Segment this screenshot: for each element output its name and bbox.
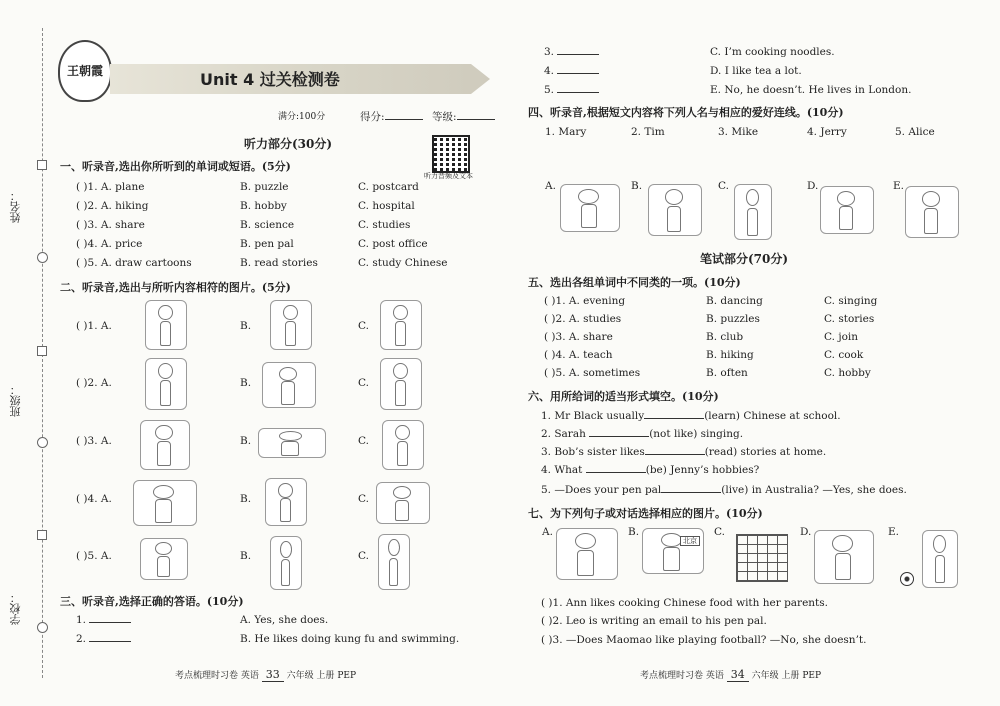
score-text: 得分: (360, 111, 385, 123)
q4-picture (734, 184, 772, 240)
q3-item (544, 65, 599, 78)
q4-pic-label: A. (545, 180, 556, 192)
q4-picture (905, 186, 959, 238)
q4-name: 4. Jerry (807, 126, 847, 138)
brand-logo (58, 40, 112, 102)
q2-opt-b: B. (240, 493, 252, 505)
q6-text: 5. —Does your pen pal (541, 484, 662, 496)
grade-blank[interactable] (457, 119, 495, 120)
beijing-sign: 北京 (680, 536, 700, 546)
q5-opt-c: C. singing (824, 295, 878, 307)
q1-opt-b: B. read stories (240, 257, 318, 269)
answer-blank[interactable] (644, 418, 704, 419)
q3-choice: C. I’m cooking noodles. (710, 46, 835, 58)
q2-opt-a: ( )3. A. (76, 435, 112, 447)
q1-opt-a: ( )5. A. draw cartoons (76, 257, 192, 269)
q2-opt-c: C. (358, 377, 369, 389)
full-marks: 满分:100分 (278, 112, 326, 122)
q6-text: (be) Jenny’s hobbies? (645, 464, 760, 476)
qr-code[interactable] (432, 135, 470, 173)
q5-opt-c: C. stories (824, 313, 875, 325)
q3-item (544, 84, 599, 97)
answer-blank[interactable] (586, 472, 646, 473)
school-label: 学校： (9, 592, 22, 625)
binding-hole (37, 622, 48, 633)
grade-label (432, 111, 495, 124)
q2-picture (270, 300, 312, 350)
binding-mark (37, 346, 47, 356)
q2-picture (262, 362, 316, 408)
q2-picture (145, 358, 187, 410)
q4-pic-label: C. (718, 180, 729, 192)
q6-text: 4. What (541, 464, 583, 476)
footer-book: 考点梳理时习卷 英语 (640, 671, 724, 681)
answer-blank[interactable] (661, 492, 721, 493)
answer-blank[interactable] (89, 641, 131, 642)
q6-text: (read) stories at home. (704, 446, 827, 458)
q7-pic-label: E. (888, 526, 900, 538)
footer-grade: 六年级 上册 PEP (286, 671, 357, 681)
q1-opt-b: B. pen pal (240, 238, 294, 250)
q1-opt-a: ( )1. A. plane (76, 181, 145, 193)
q2-opt-c: C. (358, 435, 369, 447)
q2-opt-a: ( )5. A. (76, 550, 112, 562)
q1-title: 一、听录音,选出你所听到的单词或短语。(5分) (60, 160, 291, 173)
q6-title: 六、用所给词的适当形式填空。(10分) (528, 390, 719, 403)
footer-right (640, 668, 821, 682)
writing-title: 笔试部分(70分) (700, 252, 789, 266)
q3-choice: B. He likes doing kung fu and swimming. (240, 633, 460, 645)
q5-opt-a: ( )5. A. sometimes (544, 367, 641, 379)
q6-row (541, 428, 743, 441)
class-label: 班级： (9, 384, 22, 417)
q5-opt-a: ( )2. A. studies (544, 313, 622, 325)
q6-text: 3. Bob’s sister likes (541, 446, 645, 458)
q2-opt-b: B. (240, 435, 252, 447)
answer-blank[interactable] (589, 436, 649, 437)
q2-opt-a: ( )2. A. (76, 377, 112, 389)
page-title: Unit 4 过关检测卷 (200, 70, 340, 89)
q1-opt-b: B. science (240, 219, 295, 231)
grade-text: 等级: (432, 111, 457, 123)
q7-sentence: ( )3. —Does Maomao like playing football? —No, she doesn’t. (541, 634, 867, 646)
page-number: 34 (727, 668, 749, 682)
q4-title: 四、听录音,根据短文内容将下列人名与相应的爱好连线。(10分) (528, 106, 844, 119)
q7-pic-label: D. (800, 526, 812, 538)
q5-opt-b: B. club (706, 331, 744, 343)
q7-title: 七、为下列句子或对话选择相应的图片。(10分) (528, 507, 763, 520)
q2-picture (265, 478, 307, 526)
q5-title: 五、选出各组单词中不同类的一项。(10分) (528, 276, 741, 289)
q5-opt-b: B. puzzles (706, 313, 760, 325)
q6-text: 1. Mr Black usually (541, 410, 645, 422)
q1-opt-b: B. hobby (240, 200, 287, 212)
q3-item (76, 614, 131, 627)
answer-blank[interactable] (645, 454, 705, 455)
q2-opt-a: ( )4. A. (76, 493, 112, 505)
footer-grade: 六年级 上册 PEP (751, 671, 822, 681)
q4-name: 2. Tim (631, 126, 665, 138)
q2-picture (140, 420, 190, 470)
q3-item (76, 633, 131, 646)
q1-opt-a: ( )3. A. share (76, 219, 145, 231)
q2-opt-c: C. (358, 550, 369, 562)
q4-picture (820, 186, 874, 234)
q2-opt-c: C. (358, 320, 369, 332)
q4-pic-label: E. (893, 180, 905, 192)
score-blank[interactable] (385, 119, 423, 120)
q5-opt-b: B. often (706, 367, 748, 379)
score-label (360, 111, 423, 124)
q3-num: 2. (76, 633, 87, 645)
q6-row (541, 484, 907, 497)
q2-picture (378, 534, 410, 590)
q4-name: 5. Alice (895, 126, 935, 138)
q2-picture (380, 358, 422, 410)
q1-opt-a: ( )2. A. hiking (76, 200, 149, 212)
q7-picture (922, 530, 958, 588)
q6-text: 2. Sarah (541, 428, 586, 440)
q1-opt-c: C. studies (358, 219, 411, 231)
binding-mark (37, 530, 47, 540)
q6-text: (learn) Chinese at school. (704, 410, 841, 422)
q6-text: (live) in Australia? —Yes, she does. (721, 484, 907, 496)
answer-blank[interactable] (557, 92, 599, 93)
q1-opt-a: ( )4. A. price (76, 238, 143, 250)
q7-picture (556, 528, 618, 580)
q7-picture (642, 528, 704, 574)
answer-blank[interactable] (89, 622, 131, 623)
q5-opt-c: C. hobby (824, 367, 871, 379)
q2-picture (380, 300, 422, 350)
q2-picture (270, 536, 302, 590)
q3-num: 1. (76, 614, 87, 626)
q3-num: 5. (544, 84, 555, 96)
q3-choice: E. No, he doesn’t. He lives in London. (710, 84, 912, 96)
q5-opt-c: C. join (824, 331, 859, 343)
q2-opt-b: B. (240, 550, 252, 562)
q2-picture (140, 538, 188, 580)
q1-opt-c: C. post office (358, 238, 428, 250)
q2-opt-b: B. (240, 320, 252, 332)
crossword-picture (736, 534, 788, 582)
q1-opt-b: B. puzzle (240, 181, 289, 193)
q6-row (541, 464, 759, 477)
q1-opt-c: C. hospital (358, 200, 415, 212)
footer-book: 考点梳理时习卷 英语 (175, 671, 259, 681)
q2-picture (376, 482, 430, 524)
q2-opt-a: ( )1. A. (76, 320, 112, 332)
football-icon (900, 572, 914, 586)
name-label: 姓名： (9, 190, 22, 223)
q4-pic-label: D. (807, 180, 819, 192)
binding-hole (37, 252, 48, 263)
q4-name: 1. Mary (545, 126, 587, 138)
q6-row (541, 446, 826, 459)
q4-pic-label: B. (631, 180, 643, 192)
logo-text: 王朝霞 (66, 64, 103, 78)
q2-picture (133, 480, 197, 526)
q1-opt-c: C. postcard (358, 181, 419, 193)
q3-choice: D. I like tea a lot. (710, 65, 802, 77)
q7-pic-label: A. (542, 526, 553, 538)
q5-opt-a: ( )1. A. evening (544, 295, 626, 307)
q5-opt-a: ( )4. A. teach (544, 349, 613, 361)
binding-hole (37, 437, 48, 448)
q5-opt-c: C. cook (824, 349, 864, 361)
q2-picture (382, 420, 424, 470)
q7-sentence: ( )2. Leo is writing an email to his pen pal. (541, 615, 767, 627)
q7-picture (814, 530, 874, 584)
q1-opt-c: C. study Chinese (358, 257, 448, 269)
q3-item (544, 46, 599, 59)
q4-picture (648, 184, 702, 236)
q7-pic-label: B. (628, 526, 640, 538)
q2-picture (258, 428, 326, 458)
q3-choice: A. Yes, she does. (240, 614, 329, 626)
answer-blank[interactable] (557, 54, 599, 55)
q3-title: 三、听录音,选择正确的答语。(10分) (60, 595, 244, 608)
q4-picture (560, 184, 620, 232)
q5-opt-b: B. dancing (706, 295, 763, 307)
q5-opt-a: ( )3. A. share (544, 331, 613, 343)
answer-blank[interactable] (557, 73, 599, 74)
q5-opt-b: B. hiking (706, 349, 754, 361)
q7-sentence: ( )1. Ann likes cooking Chinese food with her parents. (541, 597, 828, 609)
q2-title: 二、听录音,选出与所听内容相符的图片。(5分) (60, 281, 291, 294)
q7-pic-label: C. (714, 526, 725, 538)
q6-text: (not like) singing. (649, 428, 744, 440)
qr-caption: 听力音频及文本 (424, 172, 473, 180)
q3-num: 4. (544, 65, 555, 77)
listening-title: 听力部分(30分) (244, 137, 333, 151)
q6-row (541, 410, 841, 423)
footer-left (175, 668, 356, 682)
q2-opt-c: C. (358, 493, 369, 505)
binding-mark (37, 160, 47, 170)
q2-picture (145, 300, 187, 350)
q2-opt-b: B. (240, 377, 252, 389)
q4-name: 3. Mike (718, 126, 759, 138)
q3-num: 3. (544, 46, 555, 58)
page-number: 33 (262, 668, 284, 682)
